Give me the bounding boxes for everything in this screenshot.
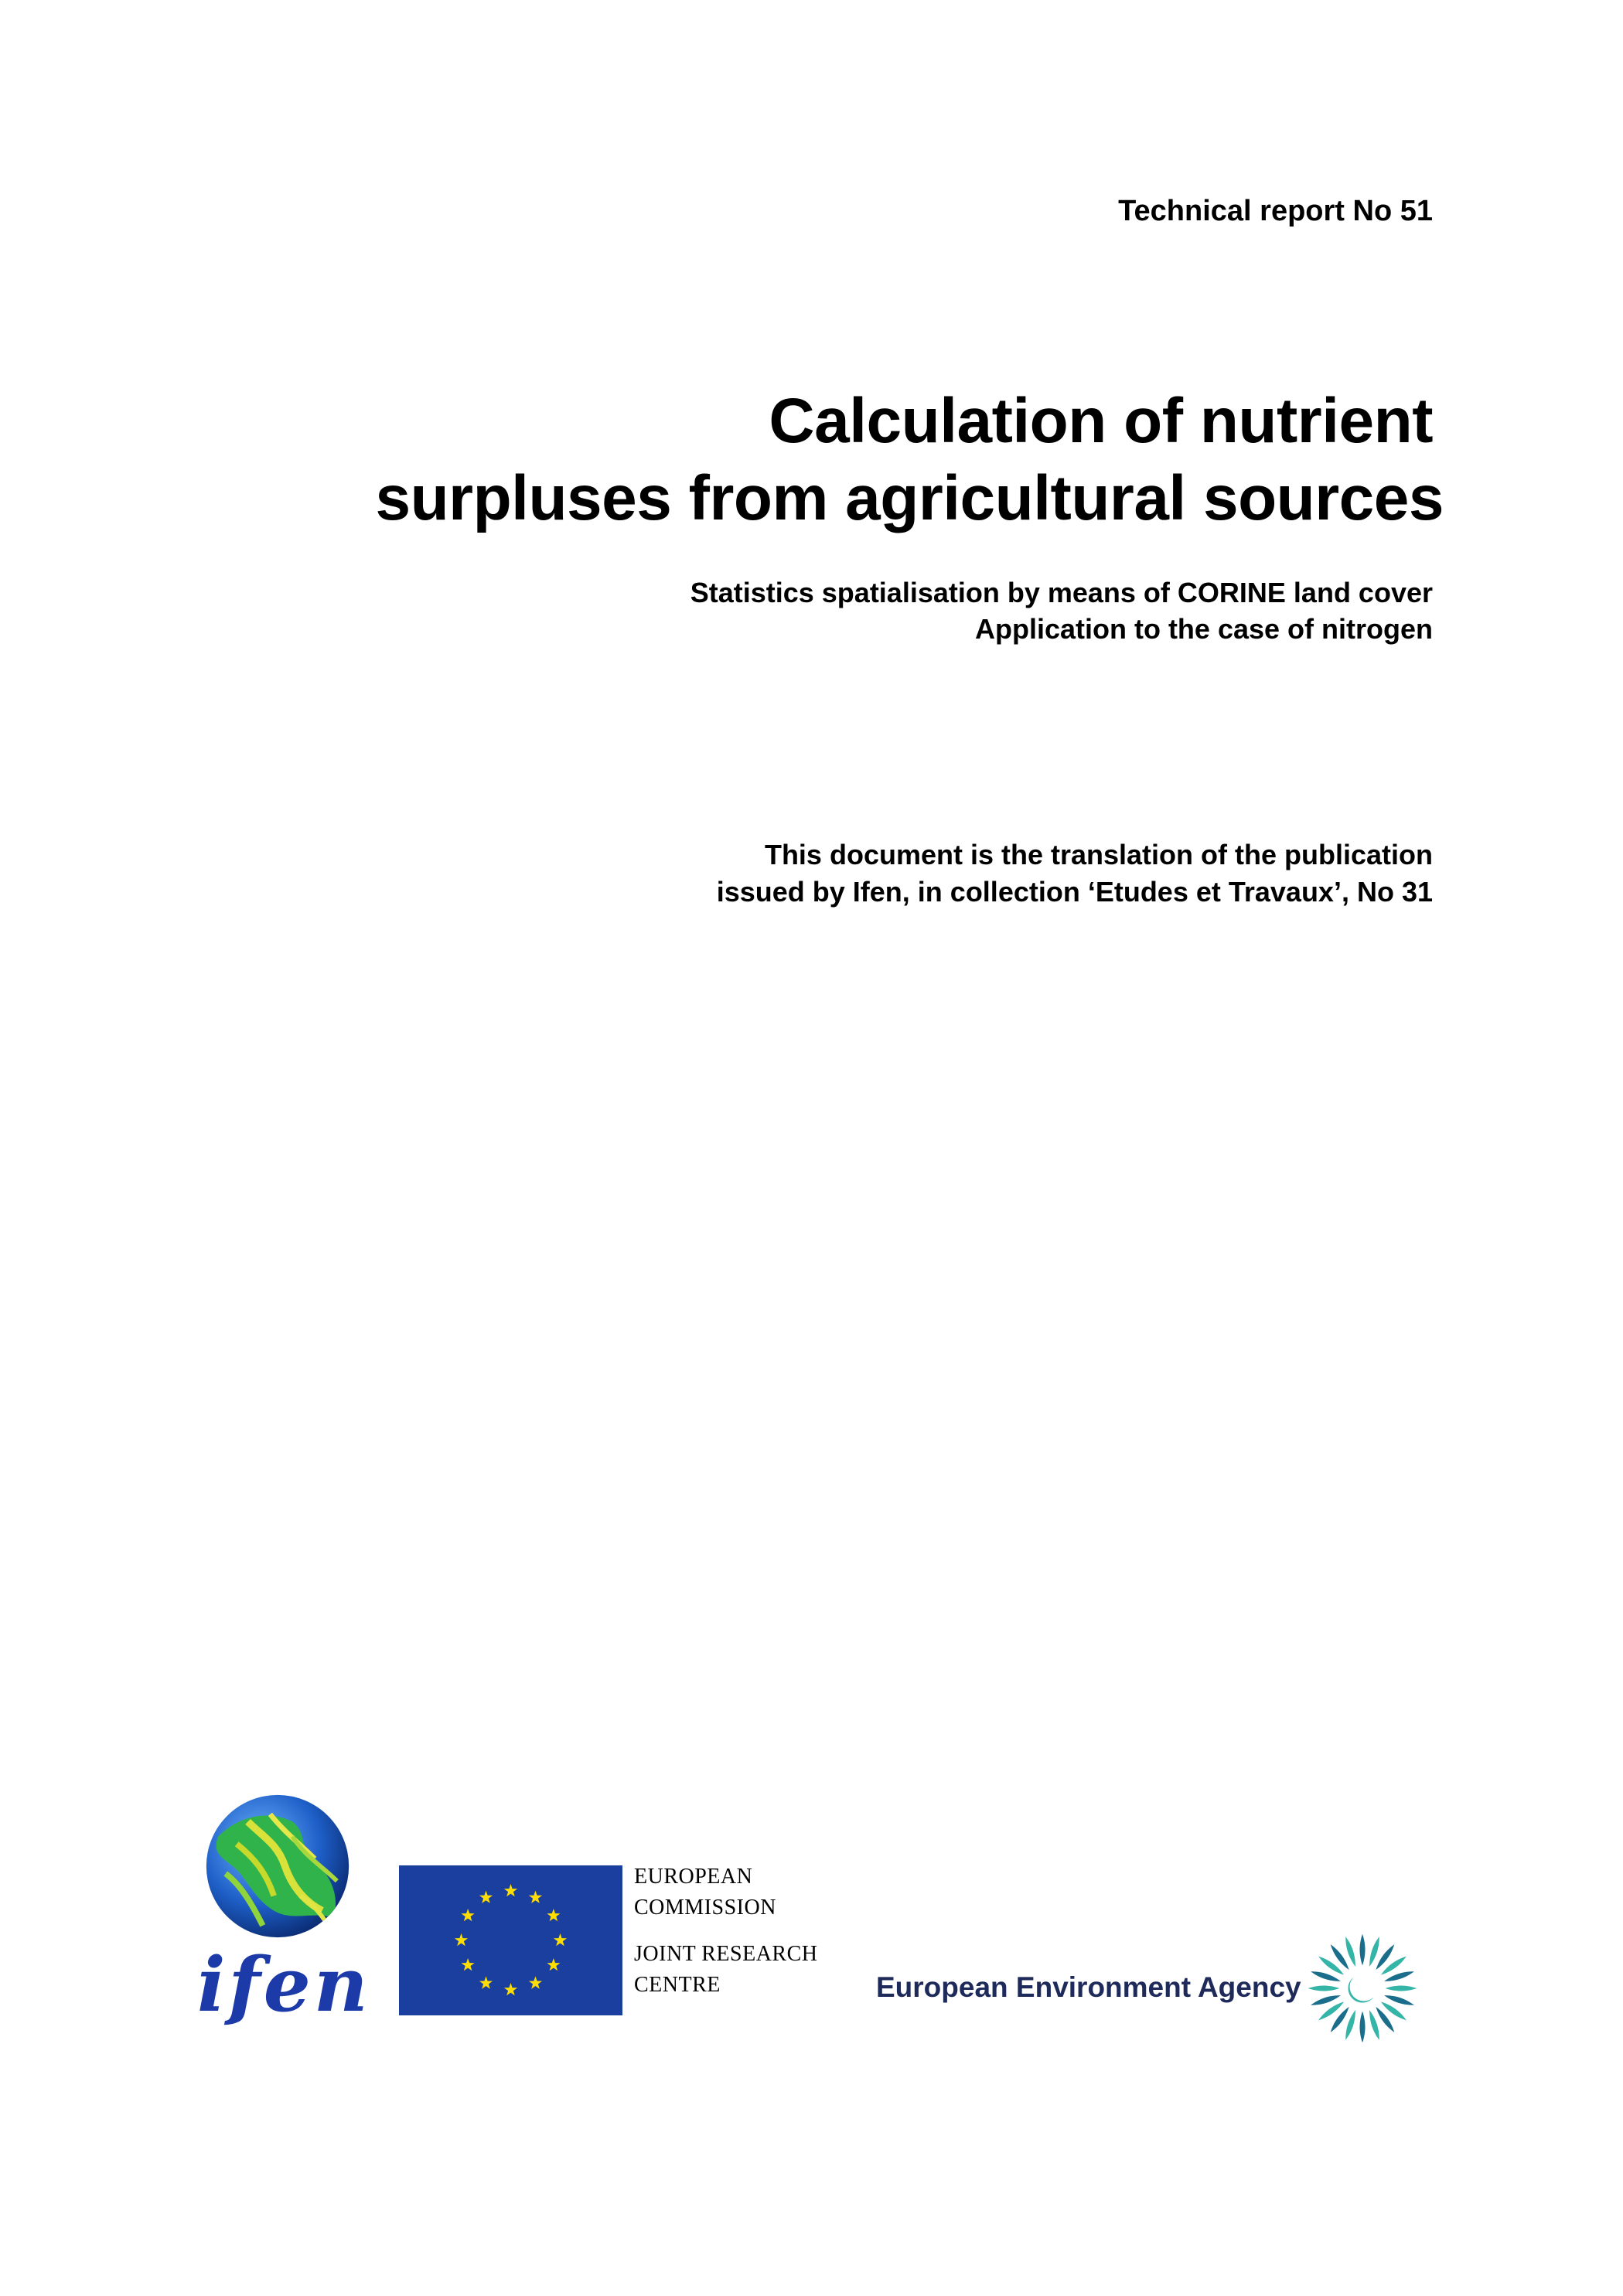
ec-line-4: CENTRE bbox=[634, 1973, 721, 1997]
ec-jrc-label bbox=[634, 1862, 818, 2001]
subtitle-line-2: Application to the case of nitrogen bbox=[974, 613, 1433, 645]
eea-sun-icon bbox=[1305, 1931, 1420, 2046]
ifen-logo bbox=[197, 1792, 371, 2039]
eea-ray-icon bbox=[1359, 2012, 1365, 2043]
eu-star-icon bbox=[547, 1909, 560, 1921]
ec-line-3: JOINT RESEARCH bbox=[634, 1942, 818, 1966]
ifen-wordmark: ifen bbox=[197, 1941, 371, 2029]
report-number: Technical report No 51 bbox=[1118, 195, 1433, 227]
eu-star-icon bbox=[529, 1976, 542, 1988]
eu-star-icon bbox=[504, 1983, 517, 1995]
document-subtitle bbox=[690, 574, 1433, 647]
title-line-1: Calculation of nutrient bbox=[769, 386, 1433, 456]
eu-star-icon bbox=[504, 1884, 517, 1896]
globe-icon bbox=[203, 1792, 352, 1940]
eea-ray-icon bbox=[1386, 1985, 1417, 1991]
ec-line-1: EUROPEAN bbox=[634, 1865, 753, 1889]
translation-note bbox=[717, 836, 1433, 911]
eea-name: European Environment Agency bbox=[876, 1971, 1301, 2003]
document-title bbox=[375, 383, 1444, 537]
note-line-1: This document is the translation of the publication bbox=[764, 839, 1433, 870]
note-line-2: issued by Ifen, in collection ‘Etudes et Travaux’, No 31 bbox=[716, 876, 1433, 908]
eu-star-icon bbox=[462, 1909, 475, 1921]
title-line-2: surpluses from agricultural sources bbox=[375, 463, 1444, 533]
eu-star-icon bbox=[529, 1891, 542, 1903]
eu-star-icon bbox=[462, 1958, 475, 1971]
eu-star-icon bbox=[479, 1976, 493, 1988]
subtitle-line-1: Statistics spatialisation by means of CORINE land cover bbox=[690, 577, 1433, 608]
eea-ray-icon bbox=[1359, 1934, 1365, 1966]
eu-star-icon bbox=[479, 1891, 493, 1903]
eu-flag-icon bbox=[399, 1865, 622, 2015]
eu-flag bbox=[399, 1865, 622, 2015]
eu-star-icon bbox=[455, 1933, 468, 1946]
eu-star-icon bbox=[554, 1933, 567, 1946]
eu-star-icon bbox=[547, 1958, 560, 1971]
eea-ray-icon bbox=[1308, 1985, 1340, 1991]
ec-line-2: COMMISSION bbox=[634, 1896, 776, 1920]
